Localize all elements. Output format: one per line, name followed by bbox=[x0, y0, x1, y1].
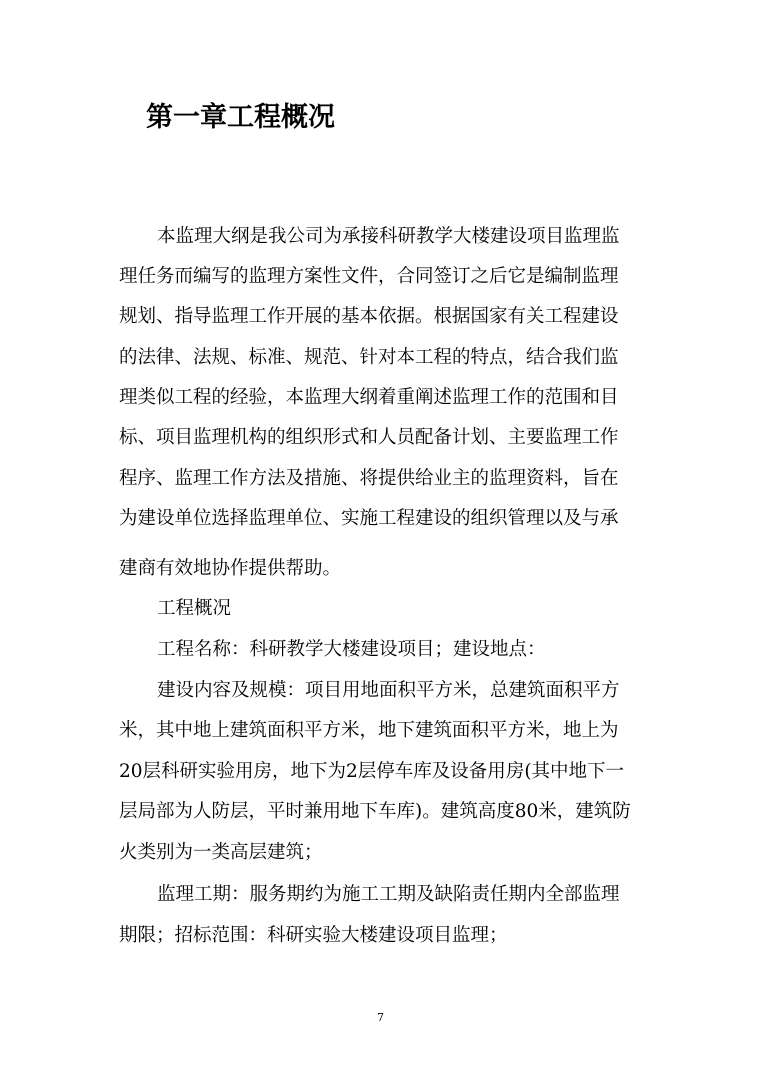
intro-line-5: 理类似工程的经验，本监理大纲着重阐述监理工作的范围和目 bbox=[119, 387, 619, 408]
scale-line-3: 20层科研实验用房，地下为2层停车库及设备用房(其中地下一 bbox=[119, 761, 625, 782]
scale-line-1: 建设内容及规模：项目用地面积平方米，总建筑面积平方 bbox=[157, 680, 620, 701]
period-line-2: 期限；招标范围：科研实验大楼建设项目监理； bbox=[119, 925, 508, 946]
intro-line-8: 为建设单位选择监理单位、实施工程建设的组织管理以及与承 bbox=[119, 508, 619, 529]
page-number: 7 bbox=[377, 1011, 384, 1024]
intro-line-3: 规划、指导监理工作开展的基本依据。根据国家有关工程建设 bbox=[119, 306, 619, 327]
intro-line-2: 理任务而编写的监理方案性文件，合同签订之后它是编制监理 bbox=[119, 266, 619, 287]
overview-heading: 工程概况 bbox=[157, 598, 232, 619]
chapter-title: 第一章工程概况 bbox=[146, 102, 335, 133]
scale-line-5: 火类别为一类高层建筑； bbox=[119, 842, 323, 863]
project-name-line: 工程名称：科研教学大楼建设项目；建设地点： bbox=[157, 639, 546, 660]
intro-line-1: 本监理大纲是我公司为承接科研教学大楼建设项目监理监 bbox=[157, 226, 620, 247]
intro-line-7: 程序、监理工作方法及措施、将提供给业主的监理资料，旨在 bbox=[119, 468, 619, 489]
intro-line-9: 建商有效地协作提供帮助。 bbox=[119, 558, 342, 579]
scale-line-4: 层局部为人防层，平时兼用地下车库)。建筑高度80米，建筑防 bbox=[119, 801, 631, 822]
intro-line-4: 的法律、法规、标准、规范、针对本工程的特点，结合我们监 bbox=[119, 347, 619, 368]
intro-line-6: 标、项目监理机构的组织形式和人员配备计划、主要监理工作 bbox=[119, 427, 619, 448]
period-line-1: 监理工期：服务期约为施工工期及缺陷责任期内全部监理 bbox=[157, 884, 620, 905]
scale-line-2: 米，其中地上建筑面积平方米，地下建筑面积平方米，地上为 bbox=[119, 720, 619, 741]
